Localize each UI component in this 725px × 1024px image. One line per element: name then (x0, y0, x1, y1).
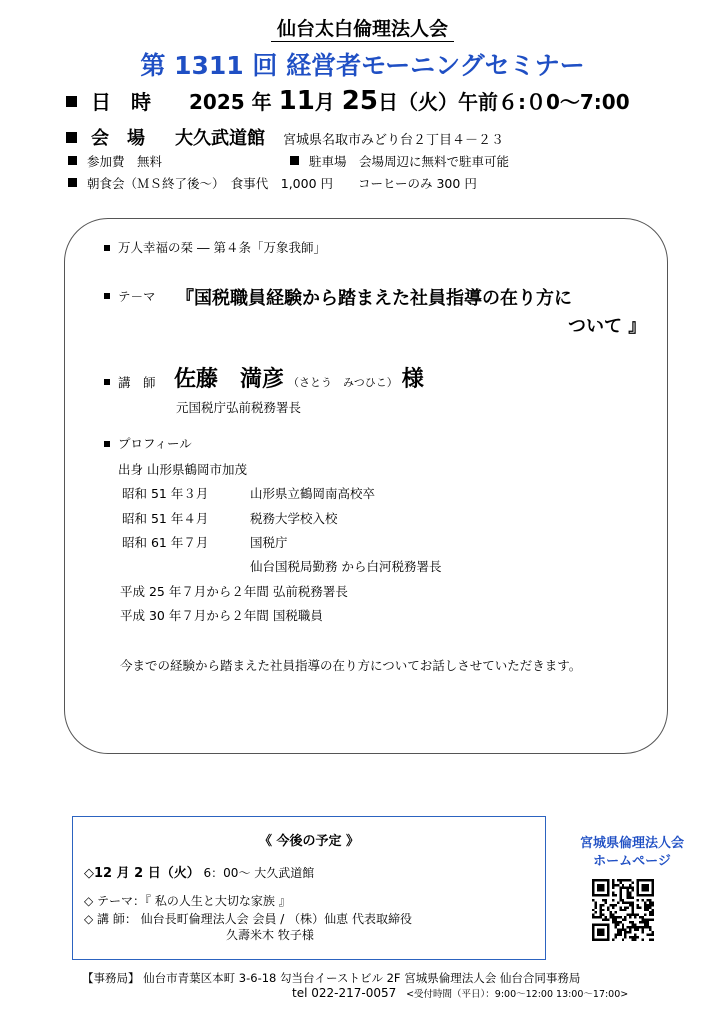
article-row (104, 238, 326, 256)
footer-tel: tel 022-217-0057 (292, 986, 397, 1000)
history-event: 税務大学校入校 (250, 511, 338, 526)
bullet-square-icon (68, 156, 77, 165)
schedule-date: 12 月 2 日（火） (94, 866, 200, 881)
parking-text: 駐車場 会場周辺に無料で駐車可能 (309, 154, 510, 169)
venue-address: 宮城県名取市みどり台２丁目４－２３ (283, 133, 505, 148)
lecturer-row (104, 372, 156, 391)
bullet-square-icon (104, 245, 110, 251)
footer-office: 【事務局】 仙台市青葉区本町 3-6-18 勾当台イーストビル 2F 宮城県倫理法人会 仙台合同事務局 (82, 971, 581, 985)
history-date: 昭和 61 年７月 (122, 535, 209, 550)
homepage-title-1: 宮城県倫理法人会 (579, 836, 684, 851)
bullet-square-icon (104, 441, 110, 447)
venue-label: 会 場 (91, 128, 145, 149)
schedule-lecturer: ◇ 講 師： 仙台長町倫理法人会 会員 / （株）仙恵 代表取締役 (84, 912, 412, 926)
date-year: 2025 年 (189, 90, 272, 114)
theme-row (104, 286, 156, 305)
date-day: 25 (341, 86, 378, 116)
bullet-square-icon (68, 178, 77, 187)
schedule-date-prefix: ◇ (84, 866, 94, 881)
date-weekday: （火） (397, 90, 458, 114)
theme-label: テ－マ (118, 289, 156, 304)
seminar-title: 第 1311 回 経営者モーニングセミナー (140, 51, 585, 80)
date-label: 日 時 (91, 90, 151, 114)
profile-row (104, 434, 192, 452)
fee-row (68, 152, 162, 170)
breakfast-text: 朝食会（ＭＳ終了後～） 食事代 1,000 円 コーヒーのみ 300 円 (87, 176, 477, 191)
bullet-square-icon (104, 379, 110, 385)
date-month: 11 (278, 86, 315, 116)
schedule-theme: ◇ テーマ：『 私の人生と大切な家族 』 (84, 894, 291, 908)
article-text: 万人幸福の栞 ― 第４条「万象我師」 (118, 240, 326, 255)
date-month-unit: 月 (314, 90, 335, 114)
history-date: 昭和 51 年３月 (122, 486, 209, 501)
lecturer-label: 講 師 (118, 375, 156, 390)
birthplace: 出身 山形県鶴岡市加茂 (118, 462, 247, 477)
lecturer-title: 元国税庁弘前税務署長 (176, 400, 302, 415)
footer-hours: <受付時間（平日）：9:00～12:00 13:00～17:00> (406, 989, 629, 1000)
bullet-square-icon (66, 132, 77, 143)
bullet-square-icon (290, 156, 299, 165)
qr-code-icon[interactable] (592, 879, 654, 941)
profile-label: プロフィール (118, 436, 192, 451)
breakfast-row (68, 174, 477, 192)
schedule-date-detail: 6：00～ 大久武道館 (199, 866, 315, 880)
org-name: 仙台太白倫理法人会 (0, 14, 725, 41)
bullet-square-icon (104, 293, 110, 299)
history-date: 昭和 51 年４月 (122, 511, 209, 526)
parking-row (290, 152, 509, 170)
footer-contact (292, 986, 628, 1000)
date-time: 午前６:０0～7:00 (457, 90, 630, 114)
theme-line-2: ついて 』 (568, 316, 647, 337)
bullet-square-icon (66, 96, 77, 107)
schedule-date-row (84, 862, 314, 881)
venue-row (66, 124, 504, 150)
career-line: 平成 30 年７月から２年間 国税職員 (120, 608, 323, 623)
history-event: 山形県立鶴岡南高校卒 (250, 486, 376, 501)
homepage-title-2: ホームページ (593, 854, 671, 869)
lecture-message: 今までの経験から踏まえた社員指導の在り方についてお話しさせていただきます。 (120, 658, 582, 673)
history-event: 仙台国税局勤務 から白河税務署長 (250, 559, 442, 574)
venue-name: 大久武道館 (175, 128, 265, 149)
theme-line-1: 『国税職員経験から踏まえた社員指導の在り方に (176, 288, 572, 309)
schedule-heading: 《 今後の予定 》 (258, 834, 360, 849)
date-day-unit: 日 (377, 90, 398, 114)
career-line: 平成 25 年７月から２年間 弘前税務署長 (120, 584, 348, 599)
lecturer-name: 佐藤 満彦 (174, 367, 285, 392)
fee-text: 参加費 無料 (87, 154, 163, 169)
date-row (66, 86, 630, 116)
lecturer-honorific: 様 (401, 367, 424, 392)
lecturer-name-line (174, 362, 424, 393)
lecturer-reading: （さとう みつひこ） (288, 376, 398, 389)
history-event: 国税庁 (250, 535, 288, 550)
schedule-lecturer-name: 久壽米木 牧子様 (226, 928, 314, 942)
